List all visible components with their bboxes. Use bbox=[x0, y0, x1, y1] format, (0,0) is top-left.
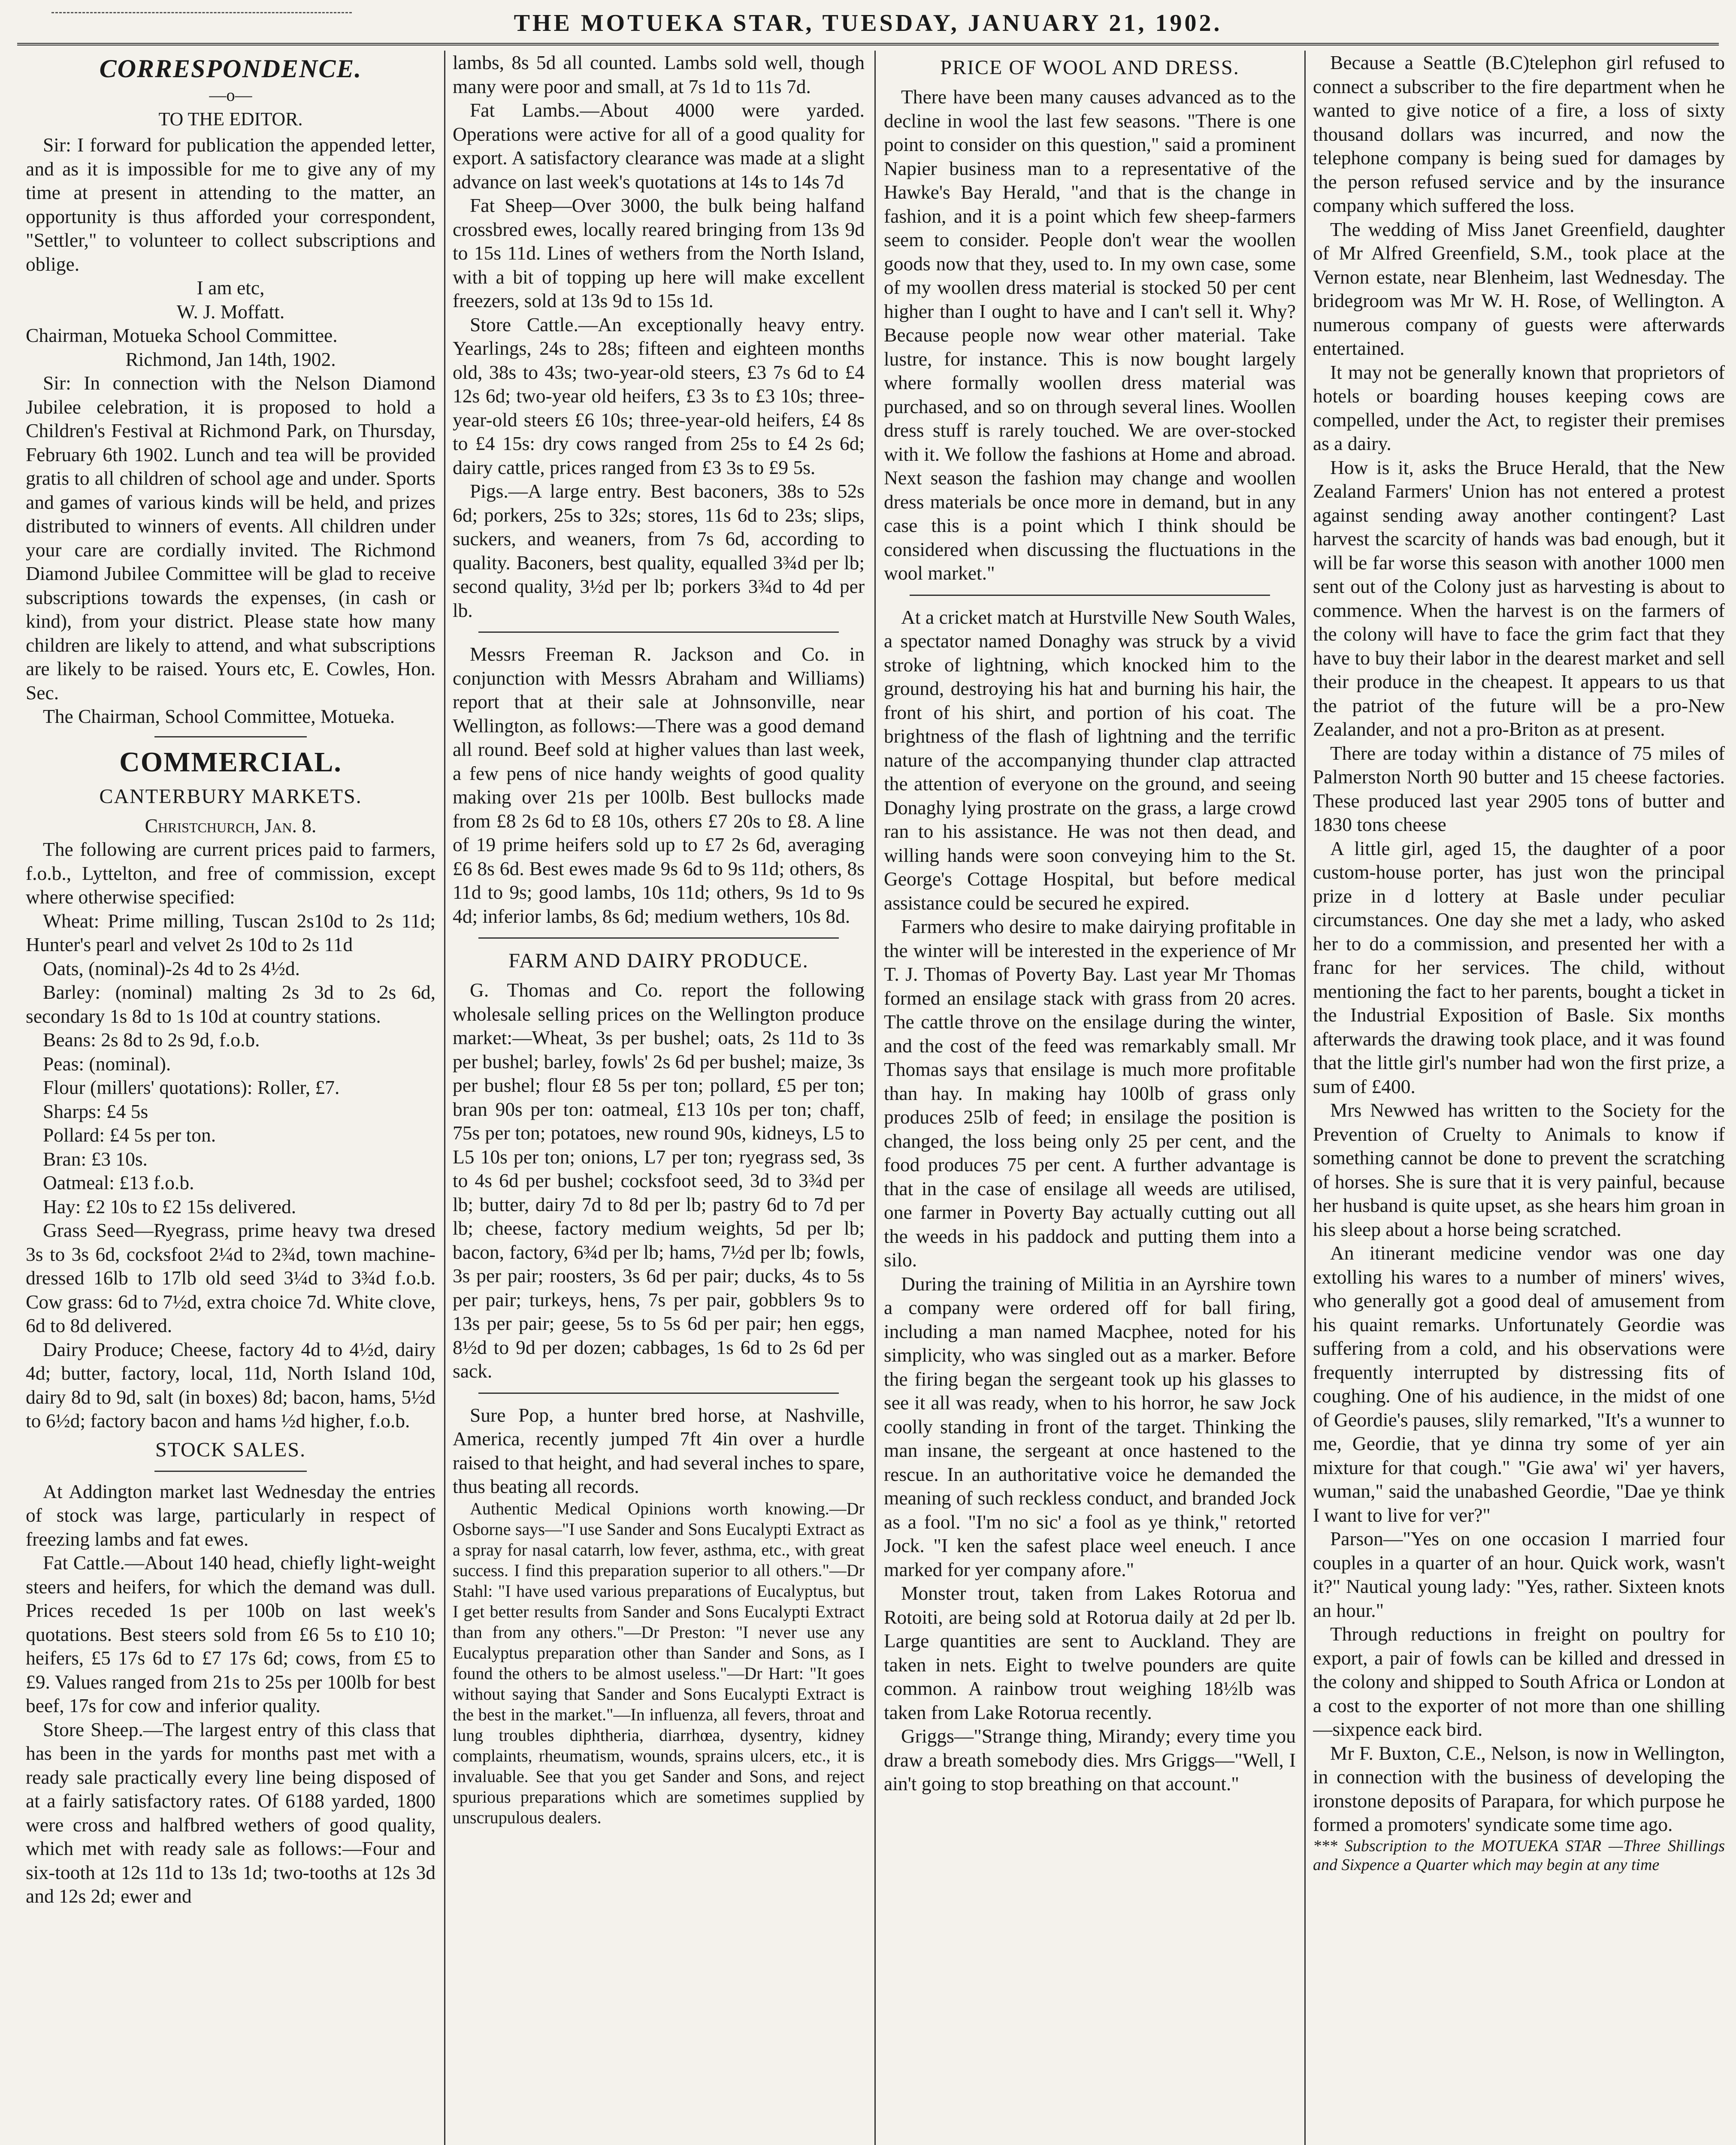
letter-paragraph: Sir: I forward for publication the appended letter, and as it is impossible for me to give any of my time at present in attending to the matter, an opportunity is thus afforded your correspondent, "Settler," to volunteer to collect subscriptions and oblige. bbox=[26, 134, 436, 275]
market-item: Grass Seed—Ryegrass, prime heavy twa dresed 3s to 3s 6d, cocksfoot 2¼d to 2¾d, town machine-dressed 16lb to 17lb old seed 3¼d to 3¾d f.o.b. Cow grass: 6d to 7½d, extra choice 7d. White clove, 6d to 8d delivered. bbox=[26, 1219, 436, 1336]
wool-heading: PRICE OF WOOL AND DRESS. bbox=[940, 56, 1240, 79]
market-item: Oats, (nominal)-2s 4d to 2s 4½d. bbox=[43, 957, 300, 979]
canterbury-heading: CANTERBURY MARKETS. bbox=[99, 785, 362, 808]
stock-paragraph: Fat Lambs.—About 4000 were yarded. Operations were active for all of a good quality for export. A satisfactory clearance was made at a slight advance on last week's quotations at 14s to 14s 7d bbox=[453, 99, 865, 193]
column-1 bbox=[26, 51, 436, 2145]
column-3 bbox=[884, 51, 1296, 2145]
correspondence-heading: CORRESPONDENCE. bbox=[99, 54, 362, 83]
divider bbox=[910, 595, 1270, 596]
produce-report: G. Thomas and Co. report the following wholesale selling prices on the Wellington produce market:—Wheat, 3s per bushel; oats, 2s 11d to 3s per bushel; barley, fowls' 2s 6d per bushel; maize, 3s per bushel; flour £8 5s per ton; pollard, £5 per ton; bran 90s per ton: oatmeal, £13 10s per ton; chaff, 75s per ton; potatoes, new round 90s, kidneys, L5 to L5 10s per ton; onions, L7 per ton; ryegrass sed, 3s to 4s 6d per bushel; cocksfoot seed, 3d to 3¾d per lb; butter, dairy 7d to 8d per lb; pastry 6d to 7d per lb; cheese, factory medium weights, 5d per lb; bacon, factory, 6¾d per lb; hams, 7½d per lb; fowls, 3s per pair; roosters, 3s 6d per pair; ducks, 4s to 5s per pair; turkeys, hens, 7s per pair, gobblers 9s to 13s per pair; geese, 5s to 5s 6d per pair; hen eggs, 8½d to 9d per dozen; cabbages, 1s 6d to 2s 6d per sack. bbox=[453, 979, 865, 1382]
news-paragraph: Mrs Newwed has written to the Society for the Prevention of Cruelty to Animals to know if something cannot be done to prevent the scratching of horses. She is sure that it is very painful, because her husband is quite upset, as she hears him groan in his sleep about a horse being scratched. bbox=[1313, 1099, 1725, 1240]
letter-date: Richmond, Jan 14th, 1902. bbox=[125, 348, 336, 370]
stock-paragraph: Fat Cattle.—About 140 head, chiefly light-weight steers and heifers, for which the demand was dull. Prices receded 1s per 100b on last week's quotations. Best steers sold from £6 5s to £10 10; heifers, £5 17s 6d to £7 17s 6d; cows, from £5 to £9. Values ranged from 21s to 25s per 100lb for best beef, 17s for cow and inferior quality. bbox=[26, 1552, 436, 1716]
subscription-notice: *** Subscription to the MOTUEKA STAR —Three Shillings and Sixpence a Quarter which may begin at any time bbox=[1313, 1837, 1725, 1874]
divider bbox=[478, 937, 839, 939]
stock-paragraph: Store Cattle.—An exceptionally heavy entry. Yearlings, 24s to 28s; fifteen and eighteen months old, 38s to 43s; two-year-old steers, £3 7s 6d to £4 12s 6d; two-year old heifers, £3 3s to £3 10s; three-year-old steers £6 10s; three-year-old heifers, £4 8s to £4 15s: dry cows ranged from 25s to £4 2s 6d; dairy cattle, prices ranged from £3 3s to £9 5s. bbox=[453, 313, 865, 478]
divider bbox=[154, 1471, 307, 1472]
letter-title: Chairman, Motueka School Committee. bbox=[26, 324, 338, 346]
letter-closing: I am etc, bbox=[197, 277, 265, 299]
news-paragraph: At a cricket match at Hurstville New South Wales, a spectator named Donaghy was struck by a vivid stroke of lightning, which knocked him to the ground, destroying his hat and burning his hair, the front of his shirt, and portion of his coat. The brightness of the flash of lightning and the terrific nature of the accompanying thunder clap attracted the attention of everyone on the ground, and seeing Donaghy lying prostrate on the grass, a large crowd ran to his assistance. He was not then dead, and willing hands were soon conveying him to the St. George's Cottage Hospital, but before medical assistance could be secured he expired. bbox=[884, 606, 1296, 914]
masthead-rule bbox=[17, 43, 1719, 45]
advertisement: Authentic Medical Opinions worth knowing.—Dr Osborne says—"I use Sander and Sons Eucalypti Extract as a spray for nasal catarrh, low fever, asthma, etc., with great success. I find this preparation superior to all others."—Dr Stahl: "I have used various preparations of Eucalyptus, but I get better results from Sander and Sons Eucalypti Extract than from any others."—Dr Preston: "I never use any Eucalyptus preparation other than Sander and Sons, as I found the others to be almost useless."—Dr Hart: "It goes without saying that Sander and Sons Eucalypti Extract is the best in the market."—In influenza, all fevers, throat and lung troubles diphtheria, diarrhœa, dysentry, kidney complaints, rheumatism, wounds, sprains ulcers, etc., it is invaluable. See that you get Sander and Sons, and reject spurious preparations which are sometimes supplied by unscrupulous dealers. bbox=[453, 1498, 865, 1827]
market-item: Wheat: Prime milling, Tuscan 2s10d to 2s 11d; Hunter's pearl and velvet 2s 10d to 2s 11d bbox=[26, 909, 436, 955]
news-paragraph: There are today within a distance of 75 miles of Palmerston North 90 butter and 15 cheese factories. These produced last year 2905 tons of butter and 1830 tons cheese bbox=[1313, 742, 1725, 835]
news-paragraph: How is it, asks the Bruce Herald, that the New Zealand Farmers' Union has not entered a protest against sending away another contingent? Last harvest the scarcity of hands was bad enough, but it will be far worse this season with another 1000 men sent out of the Colony just as harvesting is about to commence. When the harvest is on the farmers of the colony will have to face the grim fact that they have to buy their labor in the dearest market and sell their produce in the cheapest. It appears to us that the patriot of the future will be a pro-New Zealander, and not a pro-Briton as at present. bbox=[1313, 456, 1725, 740]
farm-dairy-heading: FARM AND DAIRY PRODUCE. bbox=[508, 949, 809, 972]
market-item: Oatmeal: £13 f.o.b. bbox=[43, 1172, 194, 1193]
news-paragraph: Through reductions in freight on poultry for export, a pair of fowls can be killed and dressed in the colony and shipped to South Africa or London at a cost to the exporter of not more than one shilling—sixpence eack bird. bbox=[1313, 1623, 1725, 1740]
market-item: Dairy Produce; Cheese, factory 4d to 4½d, dairy 4d; butter, factory, local, 11d, North Island 10d, dairy 8d to 9d, salt (in boxes) 8d; bacon, hams, 5½d to 6½d; factory bacon and hams ½d higher, f.o.b. bbox=[26, 1338, 436, 1432]
column-divider bbox=[874, 51, 876, 2145]
market-item: Pollard: £4 5s per ton. bbox=[43, 1124, 216, 1146]
market-item: Barley: (nominal) malting 2s 3d to 2s 6d, secondary 1s 8d to 1s 10d at country stations. bbox=[26, 981, 436, 1027]
column-divider bbox=[1304, 51, 1306, 2145]
market-item: Peas: (nominal). bbox=[43, 1052, 171, 1075]
market-item: Flour (millers' quotations): Roller, £7. bbox=[43, 1076, 340, 1098]
news-paragraph: A little girl, aged 15, the daughter of a poor custom-house porter, has just won the principal prize in d lottery at Basle under peculiar circumstances. One day she met a lady, who asked her to do a commission, and presented her with a franc for her services. The child, without mentioning the fact to her parents, bought a ticket in the Industrial Exposition of Basle. Six months afterwards the drawing took place, and it was found that the little girl's number had won the first prize, a sum of £400. bbox=[1313, 837, 1725, 1097]
letter-signature: W. J. Moffatt. bbox=[176, 300, 285, 323]
divider bbox=[154, 736, 307, 737]
market-item: Hay: £2 10s to £2 15s delivered. bbox=[43, 1195, 296, 1218]
divider bbox=[478, 631, 839, 633]
news-paragraph: Monster trout, taken from Lakes Rotorua and Rotoiti, are being sold at Rotorua daily at 2d per lb. Large quantities are sent to Auckland. They are taken in nets. Eight to twelve pounders are quite common. A rainbow trout weighing 18½lb was taken from Lake Rotorua recently. bbox=[884, 1582, 1296, 1723]
column-divider bbox=[444, 51, 445, 2145]
to-editor: TO THE EDITOR. bbox=[158, 109, 303, 130]
news-paragraph: Because a Seattle (B.C)telephon girl refused to connect a subscriber to the fire department when he wanted to give notice of a fire, a loss of sixty thousand dollars was incurred, and now the telephone company is being sued for damages by the person refused service and by the insurance company which suffered the loss. bbox=[1313, 51, 1725, 216]
news-paragraph: An itinerant medicine vendor was one day extolling his wares to a number of miners' wives, who generally got a good deal of amusement from his quaint remarks. Unfortunately Geordie was suffering from a cold, and his observations were frequently interrupted by distressing fits of coughing. One of his audience, in the midst of one of Geordie's pauses, slily remarked, "It's a wunner to me, Geordie, that ye dinna try some of yer ain mixture for that cough." "Gie awa' wi' yer havers, wuman," said the unabashed Geordie, "Dae ye think I want to live for ver?" bbox=[1313, 1242, 1725, 1526]
stock-sales-heading: STOCK SALES. bbox=[155, 1438, 306, 1461]
stock-paragraph: At Addington market last Wednesday the entries of stock was large, particularly in respect of freezing lambs and fat ewes. bbox=[26, 1480, 436, 1550]
masthead bbox=[0, 0, 1736, 47]
column-4 bbox=[1313, 51, 1725, 2145]
news-paragraph: Griggs—"Strange thing, Mirandy; every time you draw a breath somebody dies. Mrs Griggs—"Well, I ain't going to stop breathing on that account." bbox=[884, 1725, 1296, 1795]
dateline: Christchurch, Jan. 8. bbox=[145, 814, 317, 837]
news-paragraph: Parson—"Yes on one occasion I married four couples in a quarter of an hour. Quick work, wasn't it?" Nautical young lady: "Yes, rather. Sixteen knots an hour." bbox=[1313, 1528, 1725, 1621]
letter-address: The Chairman, School Committee, Motueka. bbox=[43, 705, 395, 727]
news-paragraph: Mr F. Buxton, C.E., Nelson, is now in Wellington, in connection with the business of developing the ironstone deposits of Parapara, for which purpose he formed a promoters' syndicate some time ago. bbox=[1313, 1742, 1725, 1835]
divider bbox=[478, 1393, 839, 1394]
news-paragraph: The wedding of Miss Janet Greenfield, daughter of Mr Alfred Greenfield, S.M., took place at the Vernon estate, near Blenheim, last Wednesday. The bridegroom was Mr W. H. Rose, of Wellington. A numerous company of guests were afterwards entertained. bbox=[1313, 218, 1725, 359]
newspaper-title: THE MOTUEKA STAR, TUESDAY, JANUARY 21, 1902. bbox=[514, 10, 1222, 36]
stock-paragraph: lambs, 8s 5d all counted. Lambs sold well, though many were poor and small, at 7s 1d to 11s 7d. bbox=[453, 51, 865, 97]
news-paragraph: It may not be generally known that proprietors of hotels or boarding houses keeping cows are compelled, under the Act, to register their premises as a dairy. bbox=[1313, 361, 1725, 454]
stock-paragraph: Fat Sheep—Over 3000, the bulk being halfand crossbred ewes, locally reared bringing from 13s 9d to 15s 11d. Lines of wethers from the North Island, with a bit of topping up here will make excellent freezers, sold at 13s 9d to 15s 1d. bbox=[453, 194, 865, 311]
news-paragraph: Farmers who desire to make dairying profitable in the winter will be interested in the experience of Mr T. J. Thomas of Poverty Bay. Last year Mr Thomas formed an ensilage stack with grass from 20 acres. The cattle throve on the ensilage during the winter, and the cost of the feed was remarkably small. Mr Thomas says that ensilage is much more profitable than hay. In making hay 100lb of grass only produces 25lb of feed; in ensilage the position is changed, the loss being only 25 per cent, and the food produces 75 per cent. A further advantage is that in the case of ensilage all weeds are utilised, one farmer in Poverty Bay actually cutting out all the weeds in his paddock and putting them into a silo. bbox=[884, 915, 1296, 1271]
letter-paragraph: Sir: In connection with the Nelson Diamond Jubilee celebration, it is proposed to hold a Children's Festival at Richmond Park, on Thursday, February 6th 1902. Lunch and tea will be provided gratis to all children of school age and under. Sports and games of various kinds will be held, and prizes distributed to winners of events. All children under your care are cordially invited. The Richmond Diamond Jubilee Committee will be glad to receive subscriptions towards the expenses, (in cash or kind), from your district. Please state how many children are likely to attend, and what subscriptions are likely to be raised. Yours etc, E. Cowles, Hon. Sec. bbox=[26, 372, 436, 704]
sale-report: Messrs Freeman R. Jackson and Co. in conjunction with Messrs Abraham and Williams) report that at their sale at Johnsonville, near Wellington, as follows:—There was a good demand all round. Beef sold at higher values than last week, a few pens of nice handy weights of good quality making over 21s per 100lb. Best bullocks made from £8 2s 6d to £8 10s, others £7 20s to £8. A line of 19 prime heifers sold up to £7 2s 6d, averaging £6 8s 6d. Best ewes made 9s 6d to 9s 11d; others, 8s 11d to 9s; good lambs, 10s 11d; others, 9s 1d to 9s 4d; inferior lambs, 8s 6d; medium wethers, 10s 8d. bbox=[453, 643, 865, 927]
market-item: Sharps: £4 5s bbox=[43, 1100, 148, 1122]
news-paragraph: There have been many causes advanced as to the decline in wool the last few seasons. "There is one point to consider on this question," said a prominent Napier business man to a representative of the Hawke's Bay Herald, "and that is the change in fashion, and it is a point which few sheep-farmers seem to consider. People don't wear the woollen goods now that they, used to. In my own case, some of my woollen dress material is stocked 50 per cent higher than I ought to have and I can't sell it. Why? Because people now wear other material. Take lustre, for instance. This is now bought largely where formally woollen dress material was purchased, and so on through several lines. Woollen dress stuff is rarely touched. We are over-stocked with it. We follow the fashions at Home and abroad. Next season the fashion may change and woollen dress materials be once more in demand, but in any case this is a point which I think should be considered when discussing the fluctuations in the wool market." bbox=[884, 86, 1296, 584]
market-item: Bran: £3 10s. bbox=[43, 1148, 148, 1170]
news-paragraph: Sure Pop, a hunter bred horse, at Nashville, America, recently jumped 7ft 4in over a hurdle raised to that height, and had several inches to spare, thus beating all records. bbox=[453, 1404, 865, 1497]
market-item: Beans: 2s 8d to 2s 9d, f.o.b. bbox=[43, 1029, 260, 1051]
commercial-heading: COMMERCIAL. bbox=[119, 746, 342, 778]
news-paragraph: During the training of Militia in an Ayrshire town a company were ordered off for ball firing, including a man named Macphee, noted for his simplicity, who was singled out as a marker. Before the firing began the sergeant took up his glasses to see it all was ready, when to his horror, he saw Jock coolly standing in front of the target. Thinking the man insane, the sergeant at once hastened to the rescue. In an authoritative voice he demanded the meaning of such reckless conduct, and branded Jock as a fool. "I'm no sic' a fool as ye think," retorted Jock. "I ken the safest place weel eneuch. I ance marked for yer company afore." bbox=[884, 1272, 1296, 1580]
stock-paragraph: Store Sheep.—The largest entry of this class that has been in the yards for months past met with a ready sale practically every line being disposed of at a fairly satisfactory rates. Of 6188 yarded, 1800 were cross and halfbred wethers of good quality, which met with ready sale as follows:—Four and six-tooth at 12s 11d to 13s 1d; two-tooths at 12s 3d and 12s 2d; ewer and bbox=[26, 1718, 436, 1907]
ornament: —o— bbox=[209, 85, 252, 105]
stock-paragraph: Pigs.—A large entry. Best baconers, 38s to 52s 6d; porkers, 25s to 32s; stores, 11s 6d to 23s; slips, suckers, and weaners, from 7s 6d, according to quality. Baconers, best quality, equalled 3¾d per lb; second quality, 3½d per lb; porkers 3¾d to 4d per lb. bbox=[453, 480, 865, 621]
market-paragraph: The following are current prices paid to farmers, f.o.b., Lyttelton, and free of commission, except where otherwise specified: bbox=[26, 838, 436, 908]
column-2 bbox=[453, 51, 865, 2145]
